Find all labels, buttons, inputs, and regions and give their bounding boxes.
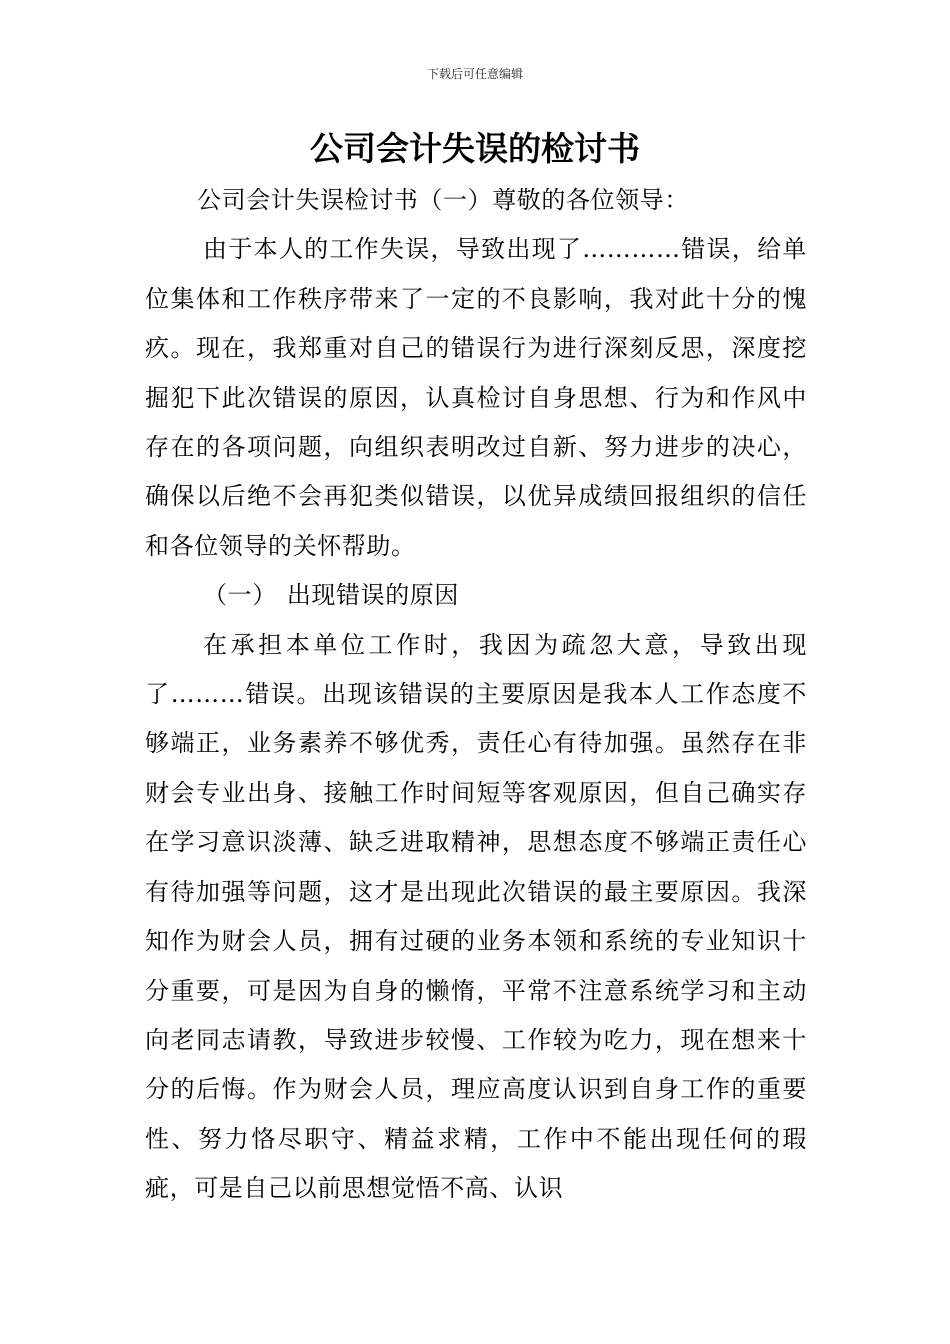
document-title: 公司会计失误的检讨书 xyxy=(310,129,640,168)
paragraph-1: 由于本人的工作失误，导致出现了…………错误，给单位集体和工作秩序带来了一定的不良影响，我对此十分的愧疚。现在，我郑重对自己的错误行为进行深刻反思，深度挖掘犯下此次错误的原因，认真检讨自身思想、行为和作风中存在的各项问题，向组织表明改过自新、努力进步的决心，确保以后绝不会再犯类似错误，以优异成绩回报组织的信任和各位领导的关怀帮助。 xyxy=(145,235,807,560)
section-heading-text: 出现错误的原因 xyxy=(286,581,460,610)
section-heading-number: （一） xyxy=(203,581,277,610)
document-body xyxy=(145,176,807,1214)
section-heading xyxy=(145,571,807,620)
salutation-line: 公司会计失误检讨书（一）尊敬的各位领导： xyxy=(197,186,689,214)
header-note: 下载后可任意编辑 xyxy=(426,67,523,81)
paragraph-2: 在承担本单位工作时，我因为疏忽大意，导致出现了………错误。出现该错误的主要原因是我本人工作态度不够端正，业务素养不够优秀，责任心有待加强。虽然存在非财会专业出身、接触工作时间短等客观原因，但自己确实存在学习意识淡薄、缺乏进取精神，思想态度不够端正责任心有待加强等问题，这才是出现此次错误的最主要原因。我深知作为财会人员，拥有过硬的业务本领和系统的专业知识十分重要，可是因为自身的懒惰，平常不注意系统学习和主动向老同志请教，导致进步较慢、工作较为吃力，现在想来十分的后悔。作为财会人员，理应高度认识到自身工作的重要性、努力恪尽职守、精益求精，工作中不能出现任何的瑕疵，可是自己以前思想觉悟不高、认识 xyxy=(145,630,807,1203)
